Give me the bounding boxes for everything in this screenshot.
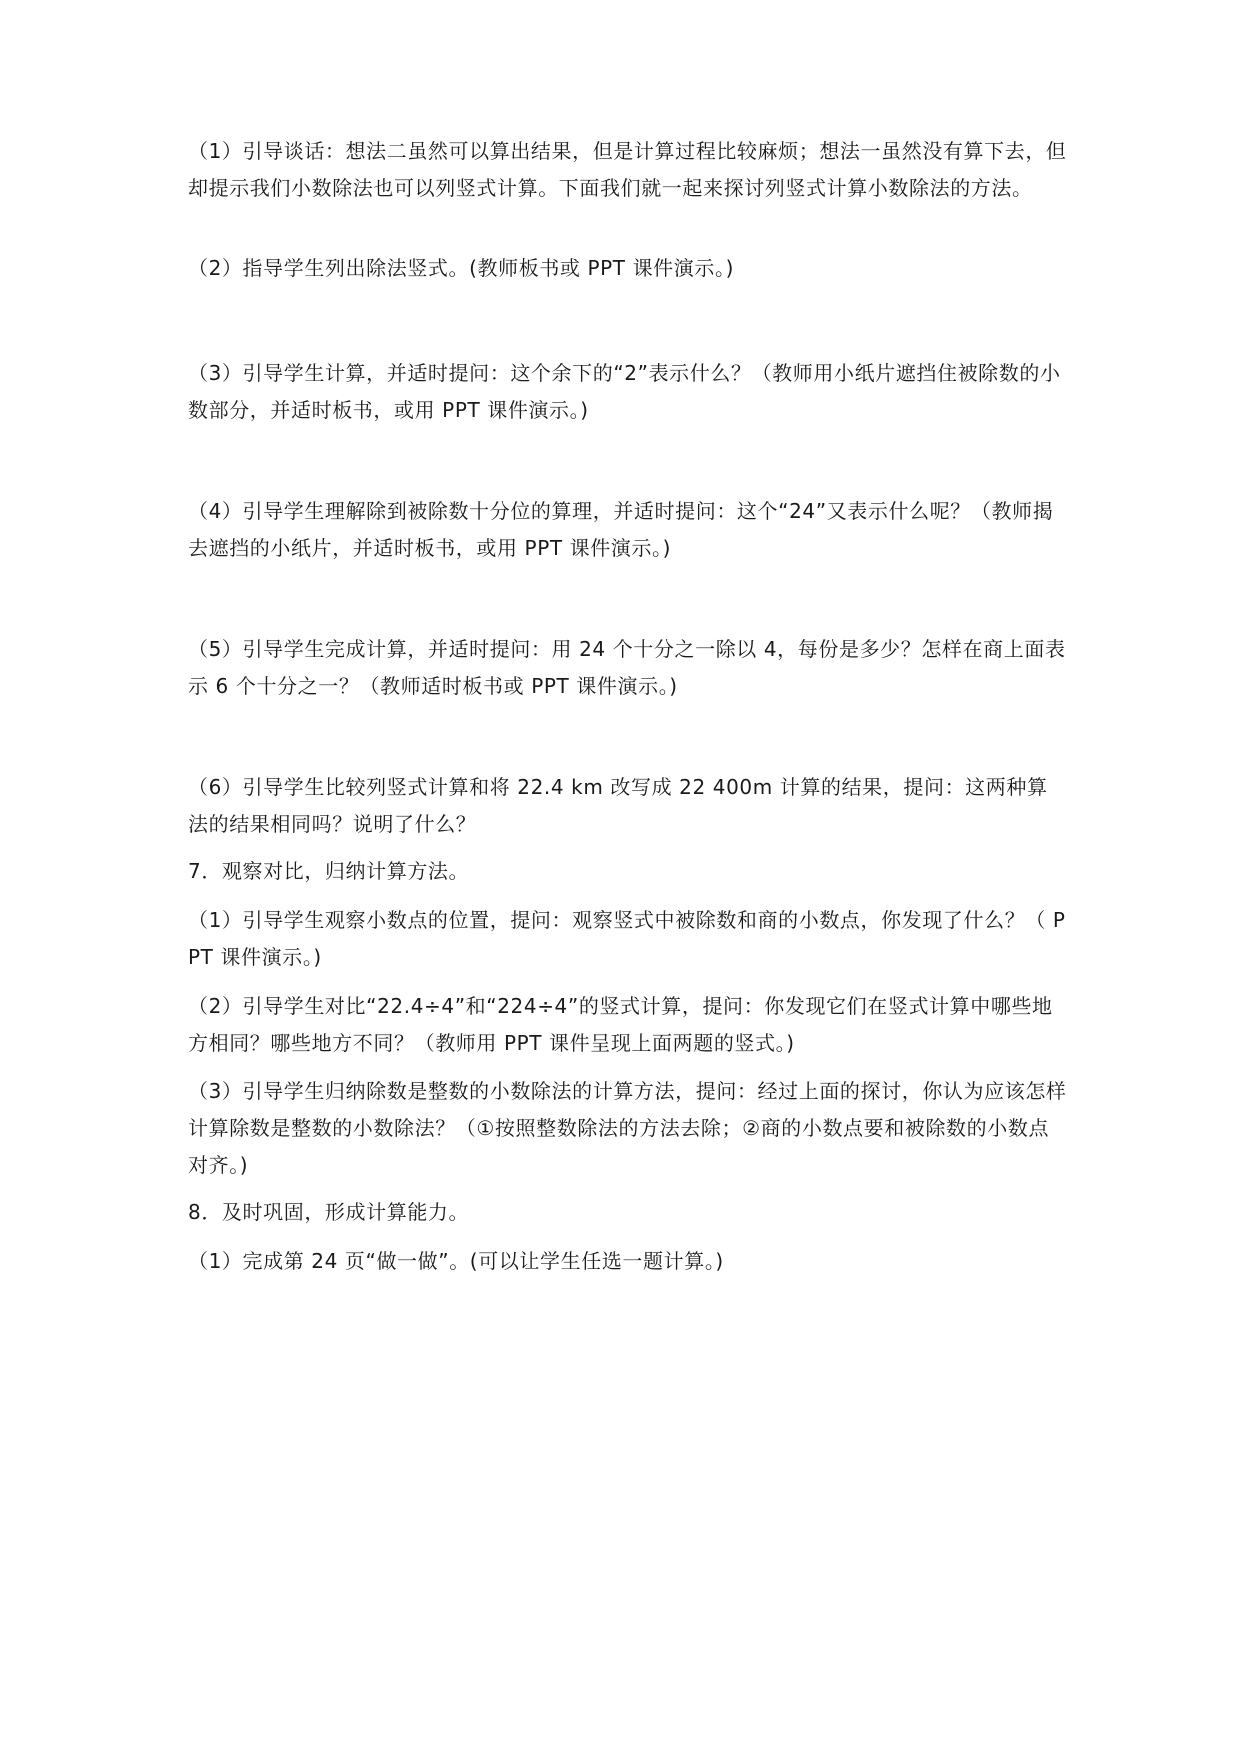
section-heading-8: 8．及时巩固，形成计算能力。: [188, 1200, 470, 1224]
paragraph-7-3: （3）引导学生归纳除数是整数的小数除法的计算方法，提问：经过上面的探讨，你认为应该怎样计算除数是整数的小数除法？（①按照整数除法的方法去除；②商的小数点要和被除数的小数点对齐。): [188, 1079, 1067, 1177]
paragraph-step-2: （2）指导学生列出除法竖式。(教师板书或 PPT 课件演示。): [188, 256, 734, 280]
paragraph-step-1: （1）引导谈话：想法二虽然可以算出结果，但是计算过程比较麻烦；想法一虽然没有算下去，但却提示我们小数除法也可以列竖式计算。下面我们就一起来探讨列竖式计算小数除法的方法。: [188, 139, 1067, 200]
paragraph-8-1: （1）完成第 24 页“做一做”。(可以让学生任选一题计算。): [188, 1249, 724, 1273]
paragraph-step-4: （4）引导学生理解除到被除数十分位的算理，并适时提问：这个“24”又表示什么呢？（教师揭去遮挡的小纸片，并适时板书，或用 PPT 课件演示。): [188, 499, 1054, 560]
paragraph-step-5: （5）引导学生完成计算，并适时提问：用 24 个十分之一除以 4，每份是多少？怎样在商上面表示 6 个十分之一？（教师适时板书或 PPT 课件演示。): [188, 637, 1066, 698]
paragraph-step-3: （3）引导学生计算，并适时提问：这个余下的“2”表示什么？（教师用小纸片遮挡住被除数的小数部分，并适时板书，或用 PPT 课件演示。): [188, 361, 1061, 422]
section-heading-7: 7．观察对比，归纳计算方法。: [188, 859, 470, 883]
paragraph-7-1: （1）引导学生观察小数点的位置，提问：观察竖式中被除数和商的小数点，你发现了什么？（ PPT 课件演示。): [188, 908, 1066, 969]
paragraph-7-2: （2）引导学生对比“22.4÷4”和“224÷4”的竖式计算，提问：你发现它们在竖式计算中哪些地方相同？哪些地方不同？（教师用 PPT 课件呈现上面两题的竖式。): [188, 994, 1053, 1055]
paragraph-step-6: （6）引导学生比较列竖式计算和将 22.4 km 改写成 22 400m 计算的结果，提问：这两种算法的结果相同吗？说明了什么？: [188, 775, 1048, 836]
